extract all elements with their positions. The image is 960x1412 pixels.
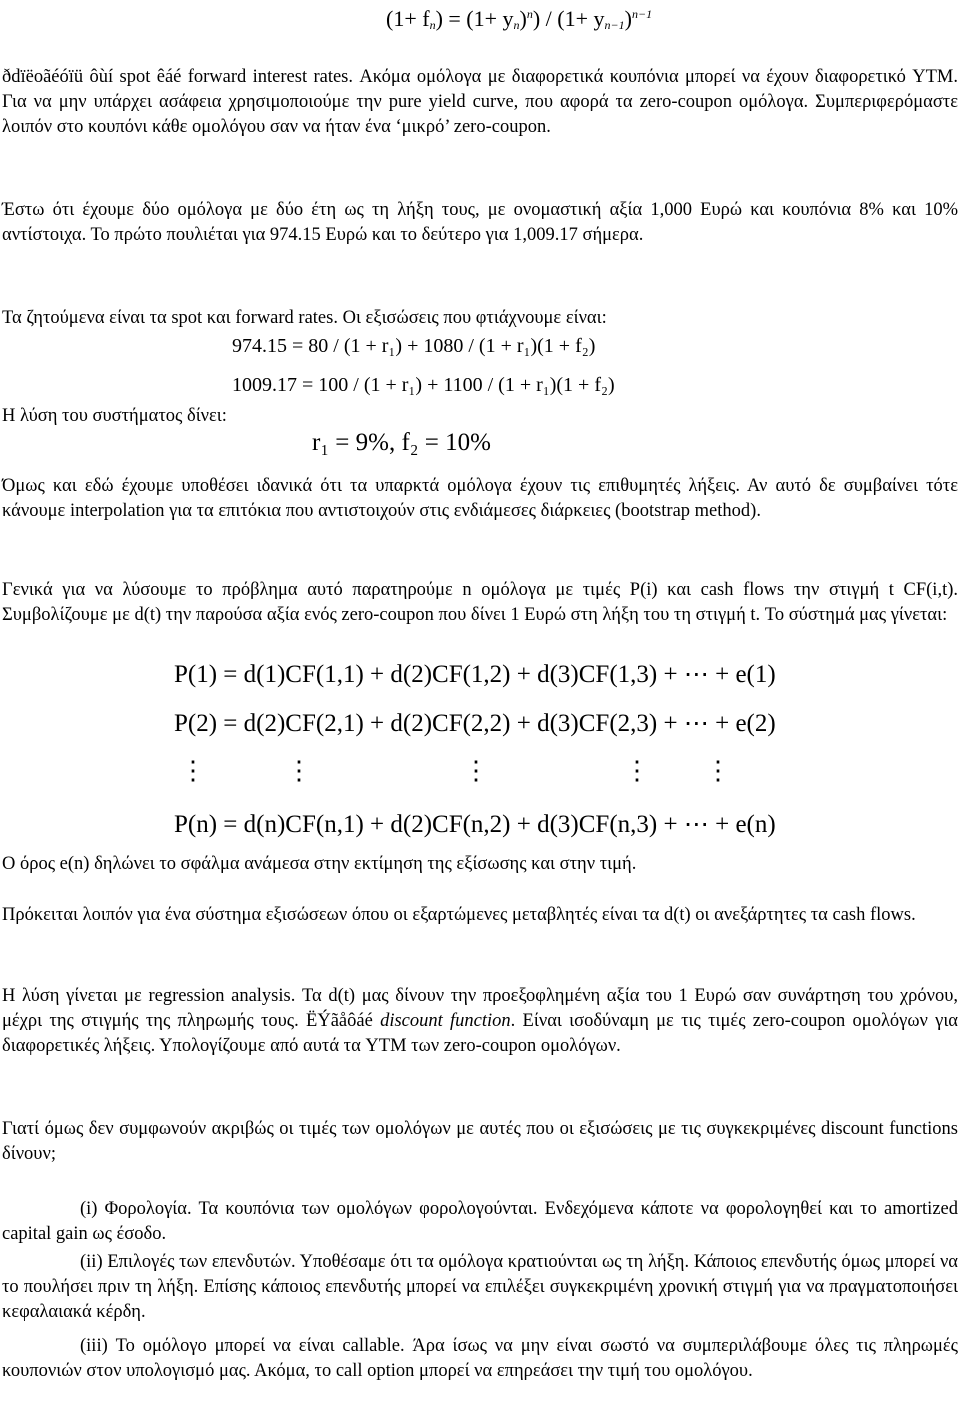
paragraph-solution-label: Η λύση του συστήματος δίνει: <box>2 406 227 426</box>
paragraph-general: Γενικά για να λύσουμε το πρόβλημα αυτό παρατηρούμε n ομόλογα με τιμές P(i) και cash flows την στιγμή t CF(i,t). Συμβολίζουμε με d(t) την παρούσα αξία ενός zero-coupon που δίνει 1 Ευρώ στη λήξη του τη στιγμή t. Το σύστημά μας γίνεται: <box>2 580 958 625</box>
system-equation-1: P(1) = d(1)CF(1,1) + d(2)CF(1,2) + d(3)CF(1,3) + ⋯ + e(1) <box>174 661 776 688</box>
equation-2: 1009.17 = 100 / (1 + r₁) + 1100 / (1 + r₁)(1 + f₂) <box>232 374 615 396</box>
paragraph-question: Γιατί όμως δεν συμφωνούν ακριβώς οι τιμές των ομολόγων με αυτές που οι εξισώσεις με τις συγκεκριμένες discount functions δίνουν; <box>2 1119 958 1164</box>
paragraph-system: Πρόκειται λοιπόν για ένα σύστημα εξισώσεων όπου οι εξαρτώμενες μεταβλητές είναι τα d(t) οι ανεξάρτητες τα cash flows. <box>2 905 916 925</box>
forward-rate-formula: $(1+ f_n) = (1+ y_n)^n) / (1+ y_{n-1})^{n-1}$ <box>386 6 653 32</box>
list-item-investor-choices: (ii) Επιλογές των επενδυτών. Υποθέσαμε ότι τα ομόλογα κρατιούνται ως τη λήξη. Κάποιος επενδυτής όμως μπορεί να το πουλήσει πριν τη λήξη. Επίσης κάποιος επενδυτής μπορεί να επιλέξει συγκεκριμένη χρονική στιγμή για να πραγματοποιήσει κεφαλαιακά κέρδη. <box>2 1252 958 1322</box>
paragraph-intro: ðdïëoãéóïü ôùí spot êáé forward interest rates. Ακόμα ομόλογα με διαφορετικά κουπόνια μπορεί να έχουν διαφορετικό YTM. Για να μην υπάρχει ασάφεια χρησιμοποιούμε την pure yield curve, που αφορά τα zero-coupon ομόλογα. Συμπεριφερόμαστε λοιπόν στο κουπόνι κάθε ομολόγου σαν να ήταν ένα ‘μικρό’ zero-coupon. <box>2 67 958 137</box>
list-item-callable: (iii) Το ομόλογο μπορεί να είναι callable. Άρα ίσως να μην είναι σωστό να συμπεριλάβουμε όλες τις πληρωμές κουπονιών στον υπολογισμό μας. Ακόμα, το call option μπορεί να επηρεάσει την τιμή του ομολόγου. <box>2 1336 958 1381</box>
equation-1: 974.15 = 80 / (1 + r₁) + 1080 / (1 + r₁)(1 + f₂) <box>232 335 596 357</box>
paragraph-example: Έστω ότι έχουμε δύο ομόλογα με δύο έτη ως τη λήξη τους, με ονομαστική αξία 1,000 Ευρώ και κουπόνια 8% και 10% αντίστοιχα. Το πρώτο πουλιέται για 974.15 Ευρώ και το δεύτερο για 1,009.17 σήμερα. <box>2 200 958 245</box>
paragraph-interpolation: Όμως και εδώ έχουμε υποθέσει ιδανικά ότι τα υπαρκτά ομόλογα έχουν τις επιθυμητές λήξεις. Αν αυτό δε συμβαίνει τότε κάνουμε interpolation για τα επιτόκια που αντιστοιχούν στις ενδιάμεσες διάρκειες (bootstrap method). <box>2 476 958 521</box>
vertical-dots: ⋮ <box>463 756 489 785</box>
paragraph-requested: Τα ζητούμενα είναι τα spot και forward rates. Οι εξισώσεις που φτιάχνουμε είναι: <box>2 308 607 328</box>
paragraph-error-term: Ο όρος e(n) δηλώνει το σφάλμα ανάμεσα στην εκτίμηση της εξίσωσης και στην τιμή. <box>2 854 637 874</box>
vertical-dots: ⋮ <box>624 756 650 785</box>
system-equation-2: P(2) = d(2)CF(2,1) + d(2)CF(2,2) + d(3)CF(2,3) + ⋯ + e(2) <box>174 710 776 737</box>
solution-values: r₁ = 9%, f₂ = 10% <box>312 429 491 456</box>
list-item-taxation: (i) Φορολογία. Τα κουπόνια των ομολόγων φορολογούνται. Ενδεχόμενα κάποτε να φορολογηθεί και το amortized capital gain ως έσοδο. <box>2 1199 958 1244</box>
paragraph-regression: Η λύση γίνεται με regression analysis. Τα d(t) μας δίνουν την προεξοφλημένη αξία του 1 Ευρώ σαν συνάρτηση του χρόνου, μέχρι της στιγμής της πληρωμής τους. ËÝãåôáé discount function. Είναι ισοδύναμη με τις τιμές zero-coupon ομολόγων για διαφορετικές λήξεις. Υπολογίζουμε από αυτά τα YTM των zero-coupon ομολόγων. <box>2 986 958 1056</box>
vertical-dots: ⋮ <box>180 756 206 785</box>
vertical-dots: ⋮ <box>286 756 312 785</box>
vertical-dots: ⋮ <box>705 756 731 785</box>
system-equation-n: P(n) = d(n)CF(n,1) + d(2)CF(n,2) + d(3)CF(n,3) + ⋯ + e(n) <box>174 811 776 838</box>
